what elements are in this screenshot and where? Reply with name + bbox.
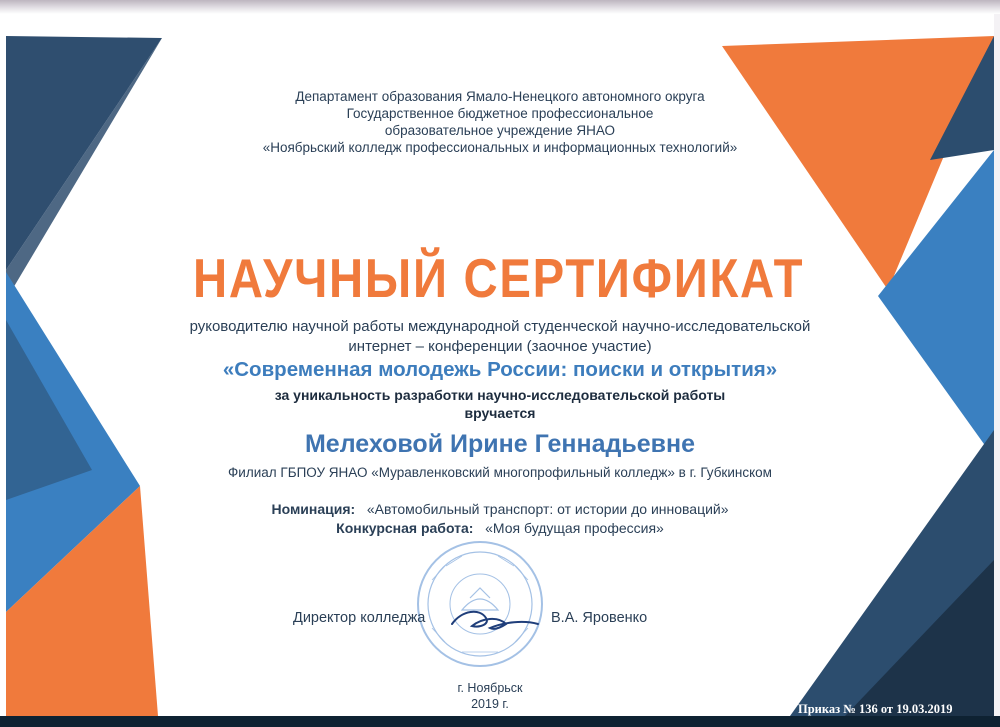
- work-label: Конкурсная работа:: [336, 520, 474, 536]
- order-reference: Приказ № 136 от 19.03.2019: [798, 702, 953, 716]
- certificate-title: НАУЧНЫЙ СЕРТИФИКАТ: [192, 247, 805, 309]
- recipient-role-line-1: руководителю научной работы международной студенческой научно-исследовательской: [189, 318, 811, 335]
- year: 2019 г.: [471, 697, 509, 711]
- recipient-institution: Филиал ГБПОУ ЯНАО «Муравленковский многопрофильный колледж» в г. Губкинском: [228, 465, 772, 480]
- conference-name: «Современная молодежь России: поиски и открытия»: [222, 358, 778, 381]
- recipient-name: Мелеховой Ирине Геннадьевне: [304, 430, 695, 458]
- recipient-role-line-2: интернет – конференции (заочное участие): [348, 338, 652, 355]
- awarded-text: вручается: [464, 405, 536, 421]
- nomination-value: «Автомобильный транспорт: от истории до инноваций»: [366, 501, 729, 517]
- work-value: «Моя будущая профессия»: [485, 520, 664, 536]
- official-stamp: [418, 542, 542, 666]
- director-name: В.А. Яровенко: [551, 610, 648, 626]
- director-position: Директор колледжа: [293, 610, 426, 626]
- city: г. Ноябрьск: [457, 681, 523, 695]
- award-reason: за уникальность разработки научно-исследовательской работы: [274, 387, 726, 403]
- nomination-label: Номинация:: [271, 501, 356, 517]
- signature-mark: [452, 612, 538, 629]
- organization-line-4: «Ноябрьский колледж профессиональных и информационных технологий»: [262, 140, 738, 155]
- organization-line-1: Департамент образования Ямало-Ненецкого автономного округа: [295, 89, 705, 104]
- organization-line-3: образовательное учреждение ЯНАО: [384, 123, 616, 138]
- organization-line-2: Государственное бюджетное профессиональное: [346, 106, 654, 121]
